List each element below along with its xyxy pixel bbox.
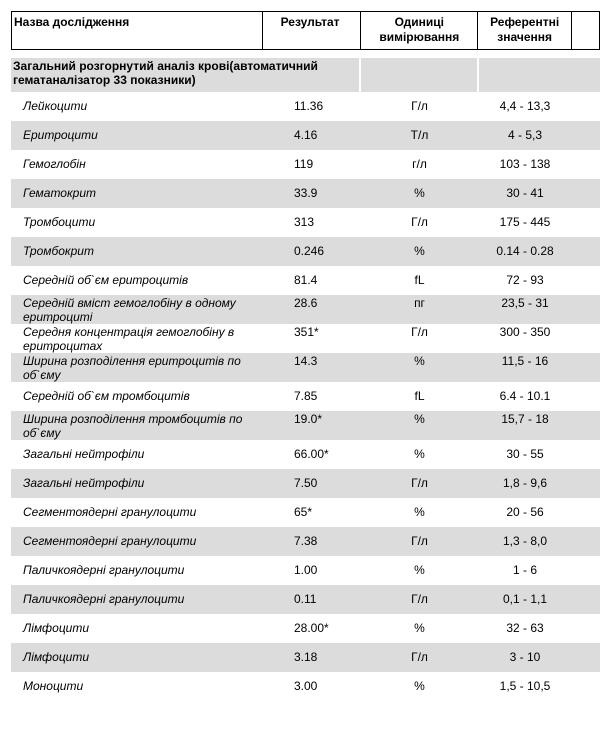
table-row [11, 150, 600, 179]
test-name: Еритроцити [23, 128, 98, 142]
header-name: Назва дослідження [12, 12, 263, 49]
test-result: 33.9 [294, 186, 318, 200]
table-row [11, 324, 600, 353]
test-unit: пг [414, 296, 425, 310]
test-unit: % [414, 244, 425, 258]
test-reference: 32 - 63 [506, 621, 544, 635]
table-row [11, 469, 600, 498]
test-reference: 23,5 - 31 [501, 296, 549, 310]
table-row [11, 614, 600, 643]
test-result: 28.00* [294, 621, 329, 635]
test-name: Тромбоцити [23, 215, 96, 229]
test-name: Загальні нейтрофіли [23, 447, 145, 461]
test-reference: 4,4 - 13,3 [499, 99, 551, 113]
test-reference: 0.14 - 0.28 [496, 244, 554, 258]
header-result: Результат [263, 12, 362, 49]
test-name: Середній об`єм еритроцитів [23, 273, 189, 287]
test-result: 0.11 [294, 592, 317, 606]
table-row [11, 208, 600, 237]
table-row [11, 266, 600, 295]
table-body [11, 92, 600, 701]
test-unit: Г/л [411, 99, 428, 113]
table-row [11, 440, 600, 469]
test-reference: 103 - 138 [499, 157, 551, 171]
test-result: 7.85 [294, 389, 318, 403]
table-row [11, 382, 600, 411]
test-unit: % [414, 186, 425, 200]
test-name: Лімфоцити [23, 621, 90, 635]
test-name: Паличкоядерні гранулоцити [23, 592, 185, 606]
test-result: 65* [294, 505, 313, 519]
test-unit: % [414, 447, 425, 461]
test-reference: 11,5 - 16 [501, 354, 549, 368]
test-unit: % [414, 621, 425, 635]
test-reference: 1,5 - 10,5 [499, 679, 551, 693]
test-unit: Г/л [411, 592, 428, 606]
table-row [11, 672, 600, 701]
table-row [11, 411, 600, 440]
test-unit: г/л [412, 157, 427, 171]
test-name: Моноцити [23, 679, 84, 693]
table-row [11, 179, 600, 208]
test-unit: Г/л [411, 534, 428, 548]
table-row [11, 498, 600, 527]
test-unit: Г/л [411, 215, 428, 229]
table-row [11, 527, 600, 556]
test-name: Середній вміст гемоглобіну в одному еритроциті [23, 296, 236, 324]
table-row [11, 237, 600, 266]
table-row [11, 585, 600, 614]
table-row [11, 556, 600, 585]
test-name: Гемоглобін [23, 157, 86, 171]
test-name: Гематокрит [23, 186, 96, 200]
test-result: 66.00* [294, 447, 329, 461]
test-result: 19.0* [294, 412, 323, 426]
test-name: Лейкоцити [23, 99, 88, 113]
test-unit: % [414, 412, 425, 426]
test-unit: fL [414, 389, 425, 403]
test-result: 14.3 [294, 354, 318, 368]
test-unit: Т/л [410, 128, 429, 142]
test-reference: 6.4 - 10.1 [499, 389, 551, 403]
header-empty [572, 12, 600, 49]
test-reference: 20 - 56 [506, 505, 544, 519]
test-result: 81.4 [294, 273, 318, 287]
results-table [11, 11, 600, 701]
table-row [11, 643, 600, 672]
test-name: Середня концентрація гемоглобіну в еритроцитах [23, 325, 235, 353]
test-reference: 1 - 6 [512, 563, 537, 577]
test-name: Загальні нейтрофіли [23, 476, 145, 490]
test-result: 7.38 [294, 534, 318, 548]
test-unit: Г/л [411, 476, 428, 490]
test-name: Сегментоядерні гранулоцити [23, 505, 197, 519]
test-result: 11.36 [294, 99, 324, 113]
test-result: 0.246 [294, 244, 325, 258]
test-result: 28.6 [294, 296, 318, 310]
test-reference: 72 - 93 [506, 273, 544, 287]
test-reference: 30 - 55 [506, 447, 544, 461]
test-result: 313 [294, 215, 315, 229]
header-units: Одиниці вимірювання [361, 12, 478, 49]
test-name: Ширина розподілення еритроцитів по об`єму [23, 354, 241, 382]
test-result: 1.00 [294, 563, 318, 577]
test-reference: 4 - 5,3 [507, 128, 543, 142]
test-result: 4.16 [294, 128, 318, 142]
test-reference: 15,7 - 18 [501, 412, 549, 426]
test-reference: 0,1 - 1,1 [502, 592, 548, 606]
test-unit: % [414, 679, 425, 693]
test-result: 3.18 [294, 650, 318, 664]
table-row [11, 121, 600, 150]
test-unit: fL [414, 273, 425, 287]
test-reference: 1,3 - 8,0 [502, 534, 548, 548]
table-row [11, 353, 600, 382]
section-header [11, 58, 600, 92]
test-reference: 300 - 350 [499, 325, 551, 339]
table-header [11, 11, 600, 50]
test-result: 119 [294, 157, 314, 171]
test-reference: 30 - 41 [506, 186, 544, 200]
test-unit: Г/л [411, 325, 428, 339]
test-reference: 3 - 10 [509, 650, 541, 664]
test-unit: Г/л [411, 650, 428, 664]
table-row [11, 92, 600, 121]
test-name: Лімфоцити [23, 650, 90, 664]
header-reference: Референтні значення [478, 12, 572, 49]
test-reference: 1,8 - 9,6 [502, 476, 548, 490]
table-row [11, 295, 600, 324]
test-unit: % [414, 505, 425, 519]
test-result: 7.50 [294, 476, 318, 490]
test-name: Ширина розподілення тромбоцитів по об`єму [23, 412, 243, 440]
test-result: 351* [294, 325, 319, 339]
section-title: Загальний розгорнутий аналіз крові(автоматичний гематаналізатор 33 показники) [13, 59, 318, 87]
test-result: 3.00 [294, 679, 318, 693]
test-name: Тромбокрит [23, 244, 94, 258]
test-unit: % [414, 354, 425, 368]
test-reference: 175 - 445 [499, 215, 551, 229]
test-name: Середній об`єм тромбоцитів [23, 389, 190, 403]
test-name: Сегментоядерні гранулоцити [23, 534, 197, 548]
test-unit: % [414, 563, 425, 577]
test-name: Паличкоядерні гранулоцити [23, 563, 185, 577]
